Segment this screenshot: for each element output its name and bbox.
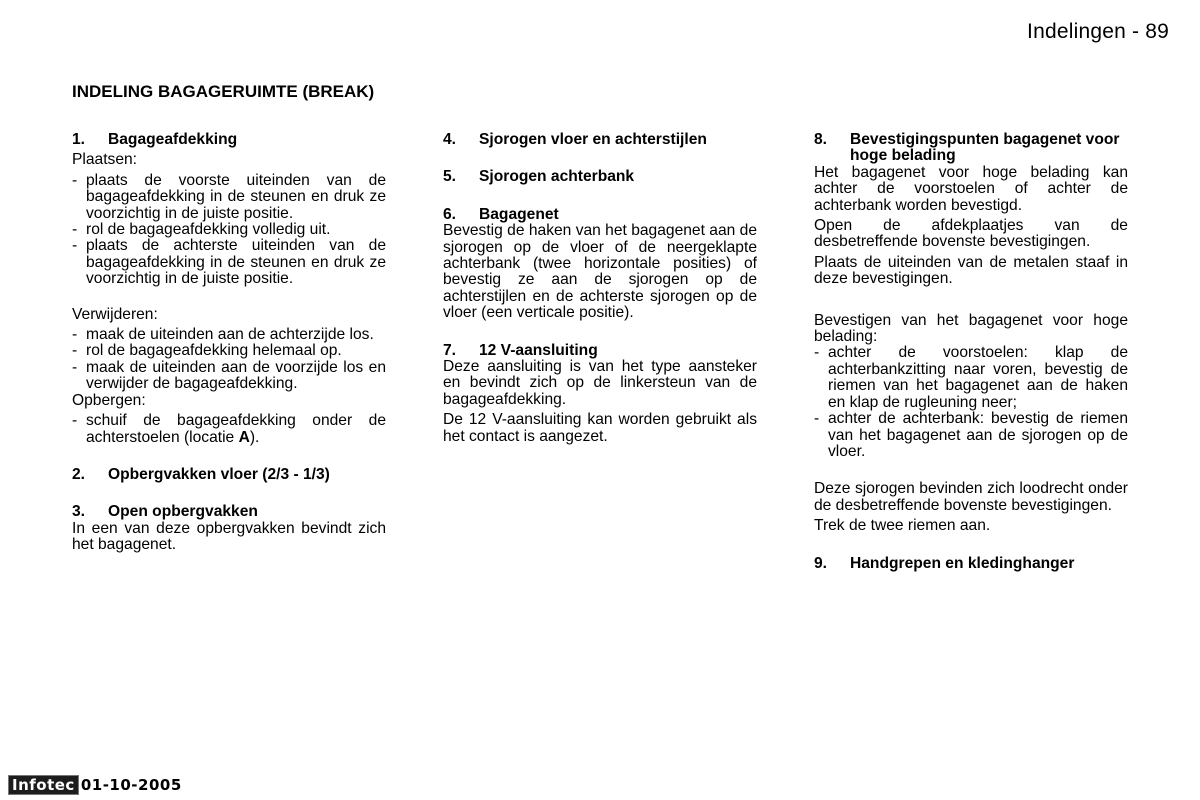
heading-6: 6. Bagagenet — [443, 205, 559, 223]
heading-8: 8. Bevestigingspunten bagagenet voor hoge belading — [814, 131, 1120, 165]
column-2 — [443, 132, 757, 445]
mount-list — [814, 345, 1128, 460]
place-list — [72, 173, 386, 288]
section-title: INDELING BAGAGERUIMTE (BREAK) — [72, 82, 375, 101]
paragraph: Deze aansluiting is van het type aansteker en bevindt zich op de linkersteun van de bagageafdekking. — [443, 358, 757, 408]
remove-label: Verwijderen: — [72, 305, 158, 323]
footer-date: 01-10-2005 — [80, 776, 182, 794]
footer — [8, 774, 182, 796]
heading-9: 9. Handgrepen en kledinghanger — [814, 554, 1075, 572]
paragraph: In een van deze opbergvakken bevindt zich het bagagenet. — [72, 519, 386, 554]
remove-list — [72, 327, 386, 393]
heading-5: 5. Sjorogen achterbank — [443, 168, 635, 186]
list-item: - plaats de achterste uiteinden van de bagageafdekking in de steunen en druk ze voorzichtig in de juiste positie. — [72, 237, 386, 288]
list-item: - rol de bagageafdekking helemaal op. — [72, 342, 342, 360]
heading-7: 7. 12 V-aansluiting — [443, 341, 598, 359]
store-list — [72, 413, 386, 446]
paragraph: Trek de twee riemen aan. — [814, 517, 991, 535]
paragraph: Het bagagenet voor hoge belading kan achter de voorstoelen of achter de achterbank worden bevestigd. — [814, 163, 1128, 214]
list-item: - achter de achterbank: bevestig de riemen van het bagagenet aan de sjorogen op de vloer. — [814, 410, 1128, 460]
paragraph: Bevestig de haken van het bagagenet aan de sjorogen op de vloer of de neergeklapte achterbank (twee horizontale posities) of bevestig ze aan de sjorogen op de achterstijlen en de achterste sjorogen op de vloer (een verticale positie). — [443, 222, 757, 322]
store-label: Opbergen: — [72, 391, 146, 409]
paragraph: Deze sjorogen bevinden zich loodrecht onder de desbetreffende bovenste bevestigingen. — [814, 480, 1128, 514]
page-header: Indelingen - 89 — [1027, 20, 1169, 43]
infotec-logo: Infotec — [8, 775, 79, 795]
heading-3: 3. Open opbergvakken — [72, 503, 258, 521]
place-label: Plaatsen: — [72, 151, 138, 169]
list-item: - rol de bagageafdekking volledig uit. — [72, 221, 331, 239]
list-item: - maak de uiteinden aan de voorzijde los en verwijder de bagageafdekking. — [72, 358, 386, 393]
paragraph: Open de afdekplaatjes van de desbetreffende bovenste bevestigingen. — [814, 217, 1128, 251]
paragraph: Plaats de uiteinden van de metalen staaf in deze bevestigingen. — [814, 253, 1128, 288]
paragraph: Bevestigen van het bagagenet voor hoge belading: — [814, 311, 1128, 346]
heading-1 — [72, 132, 386, 148]
list-item: - maak de uiteinden aan de achterzijde los. — [72, 326, 374, 344]
heading-2: 2. Opbergvakken vloer (2/3 - 1/3) — [72, 465, 330, 483]
list-item: - achter de voorstoelen: klap de achterbankzitting naar voren, bevestig de riemen van het bagagenet aan de haken en klap de rugleuning neer; — [814, 344, 1128, 411]
column-1 — [72, 132, 386, 554]
location-label: A — [238, 428, 250, 446]
heading-4: 4. Sjorogen vloer en achterstijlen — [443, 131, 707, 148]
heading-text: Bagageafdekking — [108, 131, 238, 148]
column-3 — [814, 132, 1128, 572]
list-item: - schuif de bagageafdekking onder de achterstoelen (locatie A). — [72, 412, 386, 446]
paragraph: De 12 V-aansluiting kan worden gebruikt als het contact is aangezet. — [443, 411, 757, 445]
heading-number: 1. — [72, 131, 86, 148]
list-item: - plaats de voorste uiteinden van de bagageafdekking in de steunen en druk ze voorzichtig in de juiste positie. — [72, 171, 386, 222]
